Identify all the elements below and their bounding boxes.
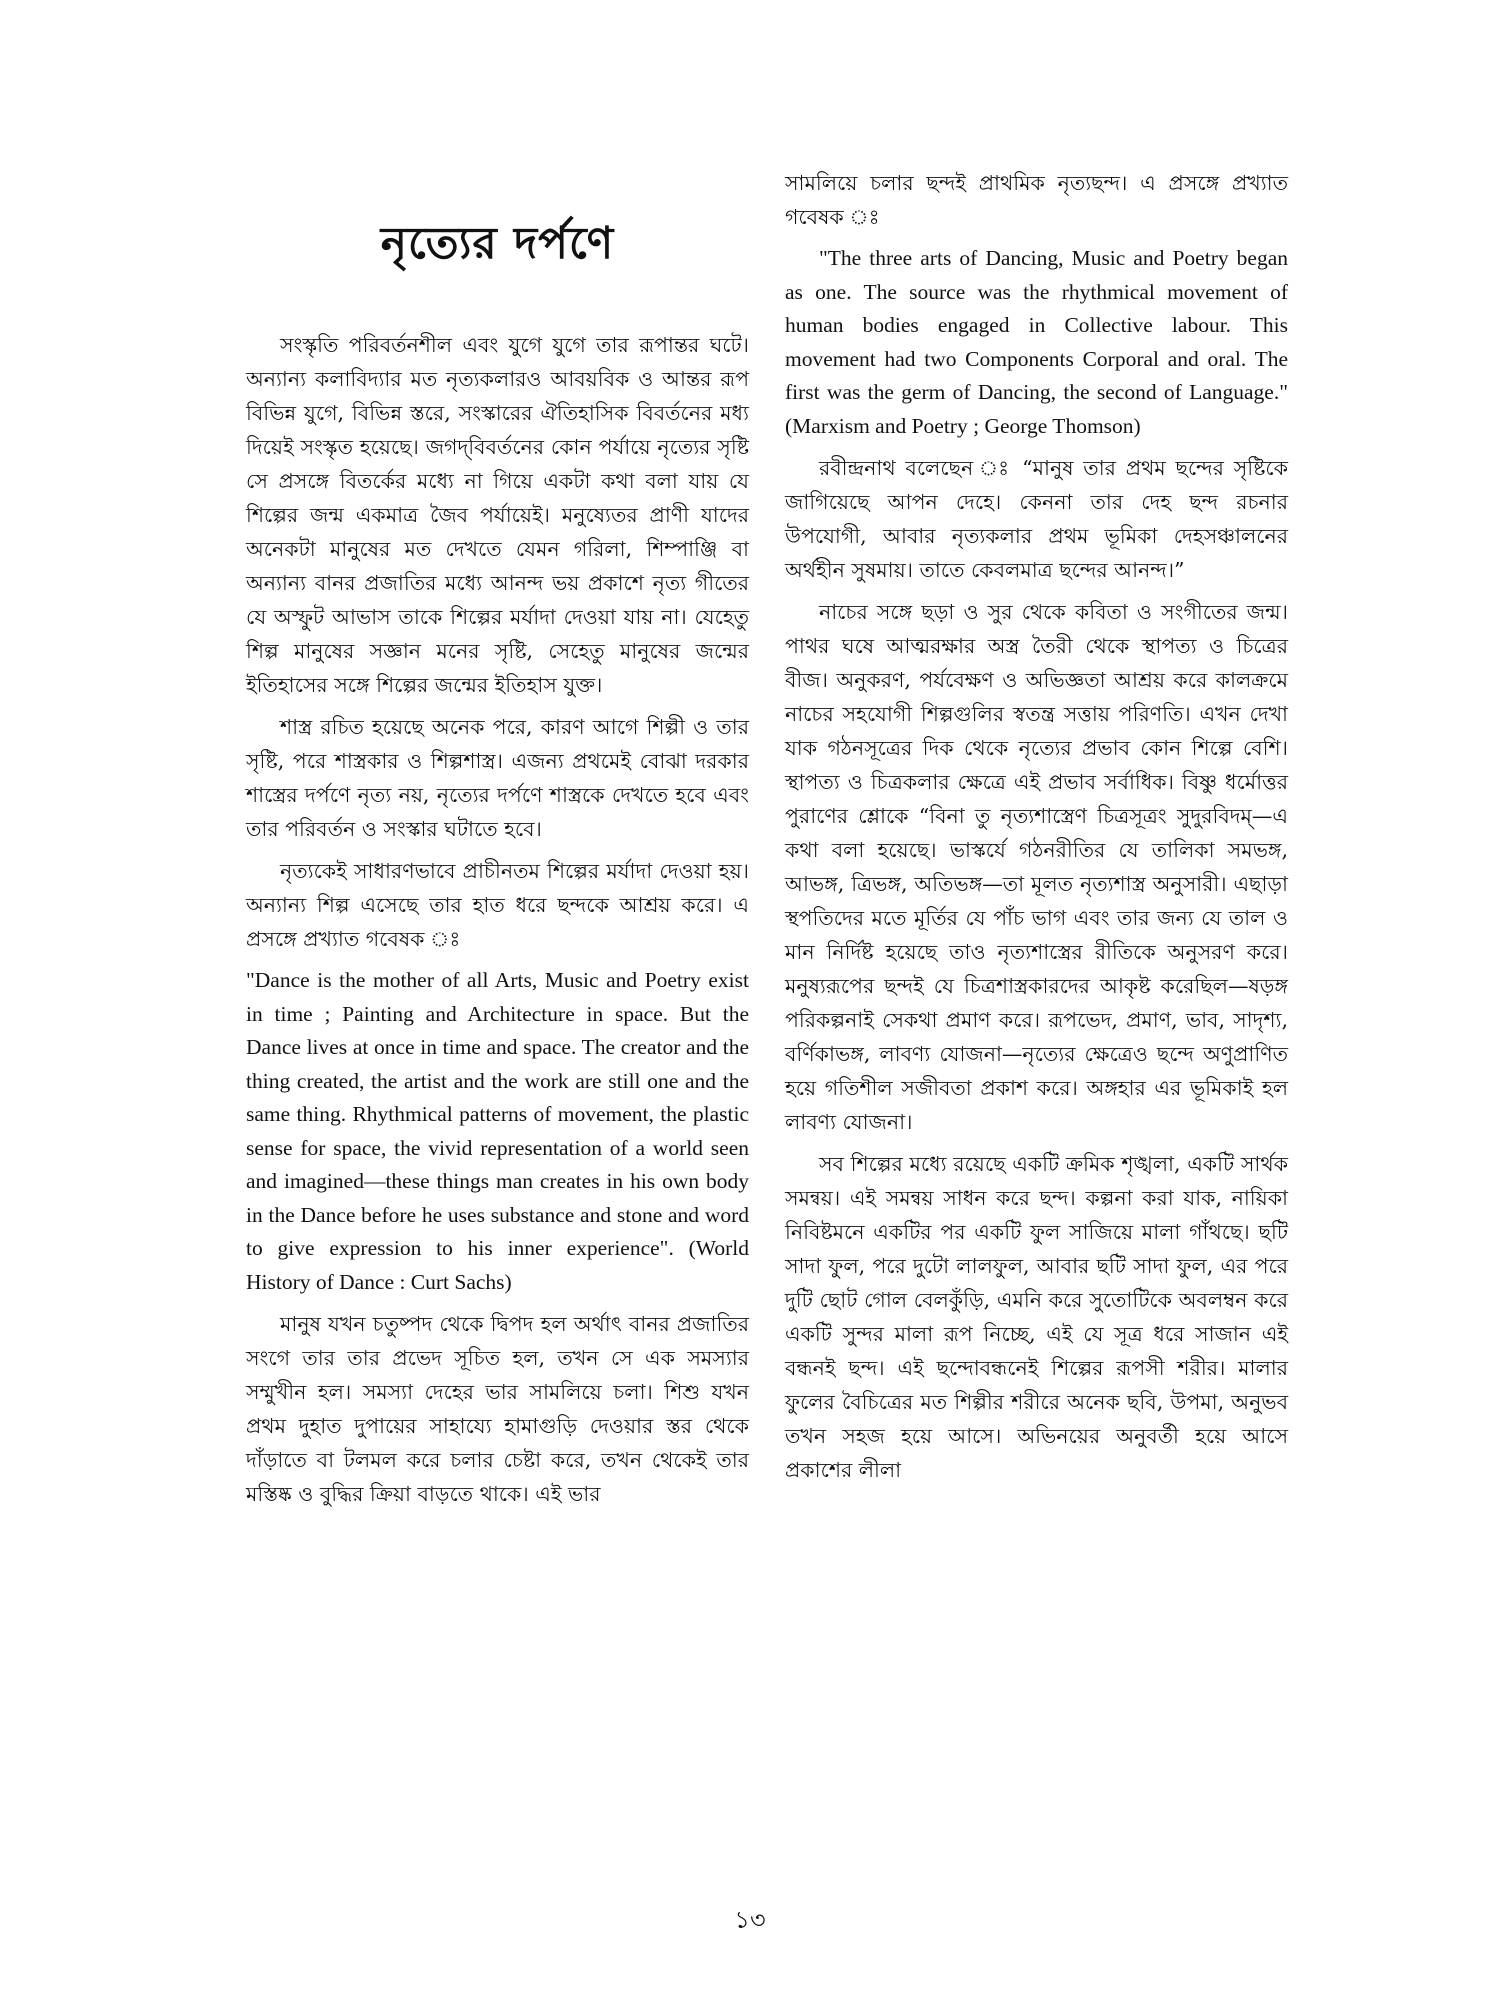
- paragraph: সংস্কৃতি পরিবর্তনশীল এবং যুগে যুগে তার রূপান্তর ঘটে। অন্যান্য কলাবিদ্যার মত নৃত্যকলারও আবয়বিক ও আন্তর রূপ বিভিন্ন যুগে, বিভিন্ন স্তরে, সংস্কারের ঐতিহাসিক বিবর্তনের মধ্য দিয়েই সংস্কৃত হয়েছে। জগদ্‌বিবর্তনের কোন পর্যায়ে নৃত্যের সৃষ্টি সে প্রসঙ্গে বিতর্কের মধ্যে না গিয়ে একটা কথা বলা যায় যে শিল্পের জন্ম একমাত্র জৈব পর্যায়েই। মনুষ্যেতর প্রাণী যাদের অনেকটা মানুষের মত দেখতে যেমন গরিলা, শিম্পাঞ্জি বা অন্যান্য বানর প্রজাতির মধ্যে আনন্দ ভয় প্রকাশে নৃত্য গীতের যে অস্ফুট আভাস তাকে শিল্পের মর্যাদা দেওয়া যায় না। যেহেতু শিল্প মানুষের সজ্ঞান মনের সৃষ্টি, সেহেতু মানুষের জন্মের ইতিহাসের সঙ্গে শিল্পের জন্মের ইতিহাস যুক্ত।: [246, 333, 749, 697]
- paragraph: সামলিয়ে চলার ছন্দই প্রাথমিক নৃত্যছন্দ। এ প্রসঙ্গে প্রখ্যাত গবেষক ঃ: [785, 171, 1288, 229]
- paragraph: মানুষ যখন চতুষ্পদ থেকে দ্বিপদ হল অর্থাৎ বানর প্রজাতির সংগে তার তার প্রভেদ সূচিত হল, তখন সে এক সমস্যার সম্মুখীন হল। সমস্যা দেহের ভার সামলিয়ে চলা। শিশু যখন প্রথম দুহাত দুপায়ের সাহায্যে হামাগুড়ি দেওয়ার স্তর থেকে দাঁড়াতে বা টলমল করে চলার চেষ্টা করে, তখন থেকেই তার মস্তিষ্ক ও বুদ্ধির ক্রিয়া বাড়তে থাকে। এই ভার: [246, 1312, 749, 1506]
- english-quote: "The three arts of Dancing, Music and Poetry began as one. The source was the rhythmical movement of human bodies engaged in Collective labour. This movement had two Components Corporal and oral. The first was the germ of Dancing, the second of Language." (Marxism and Poetry ; George Thomson): [785, 246, 1288, 438]
- paragraph: সব শিল্পের মধ্যে রয়েছে একটি ক্রমিক শৃঙ্খলা, একটি সার্থক সমন্বয়। এই সমন্বয় সাধন করে ছন্দ। কল্পনা করা যাক, নায়িকা নিবিষ্টমনে একটির পর একটি ফুল সাজিয়ে মালা গাঁথছে। ছটি সাদা ফুল, পরে দুটো লালফুল, আবার ছটি সাদা ফুল, এর পরে দুটি ছোট গোল বেলকুঁড়ি, এমনি করে সুতোটিকে অবলম্বন করে একটি সুন্দর মালা রূপ নিচ্ছে, এই যে সূত্র ধরে সাজান এই বন্ধনই ছন্দ। এই ছন্দোবন্ধনেই শিল্পের রূপসী শরীর। মালার ফুলের বৈচিত্রের মত শিল্পীর শরীরে অনেক ছবি, উপমা, অনুভব তখন সহজ হয়ে আসে। অভিনয়ের অনুবর্তী হয়ে আসে প্রকাশের লীলা: [785, 1152, 1288, 1482]
- page-title: নৃত্যের দর্পণে: [380, 218, 615, 269]
- left-column: [246, 328, 749, 1519]
- right-column: [785, 166, 1288, 1495]
- page-number: ১৩: [734, 1906, 766, 1934]
- paragraph: রবীন্দ্রনাথ বলেছেন ঃ “মানুষ তার প্রথম ছন্দের সৃষ্টিকে জাগিয়েছে আপন দেহে। কেননা তার দেহ ছন্দ রচনার উপযোগী, আবার নৃত্যকলার প্রথম ভূমিকা দেহসঞ্চালনের অর্থহীন সুষমায়। তাতে কেবলমাত্র ছন্দের আনন্দ।”: [785, 456, 1288, 582]
- paragraph: শাস্ত্র রচিত হয়েছে অনেক পরে, কারণ আগে শিল্পী ও তার সৃষ্টি, পরে শাস্ত্রকার ও শিল্পশাস্ত্র। এজন্য প্রথমেই বোঝা দরকার শাস্ত্রের দর্পণে নৃত্য নয়, নৃত্যের দর্পণে শাস্ত্রকে দেখতে হবে এবং তার পরিবর্তন ও সংস্কার ঘটাতে হবে।: [246, 715, 749, 841]
- english-quote: "Dance is the mother of all Arts, Music and Poetry exist in time ; Painting and Architecture in space. But the Dance lives at once in time and space. The creator and the thing created, the artist and the work are still one and the same thing. Rhythmical patterns of movement, the plastic sense for space, the vivid representation of a world seen and imagined—these things man creates in his own body in the Dance before he uses substance and stone and word to give expression to his inner experience". (World History of Dance : Curt Sachs): [246, 968, 749, 1294]
- paragraph: নৃত্যকেই সাধারণভাবে প্রাচীনতম শিল্পের মর্যাদা দেওয়া হয়। অন্যান্য শিল্প এসেছে তার হাত ধরে ছন্দকে আশ্রয় করে। এ প্রসঙ্গে প্রখ্যাত গবেষক ঃ: [246, 859, 749, 951]
- paragraph: নাচের সঙ্গে ছড়া ও সুর থেকে কবিতা ও সংগীতের জন্ম। পাথর ঘষে আত্মরক্ষার অস্ত্র তৈরী থেকে স্থাপত্য ও চিত্রের বীজ। অনুকরণ, পর্যবেক্ষণ ও অভিজ্ঞতা আশ্রয় করে কালক্রমে নাচের সহযোগী শিল্পগুলির স্বতন্ত্র সত্তায় পরিণতি। এখন দেখা যাক গঠনসূত্রের দিক থেকে নৃত্যের প্রভাব কোন শিল্পে বেশি। স্থাপত্য ও চিত্রকলার ক্ষেত্রে এই প্রভাব সর্বাধিক। বিষ্ণু ধর্মোত্তর পুরাণের শ্লোকে “বিনা তু নৃত্যশাস্ত্রেণ চিত্রসূত্রং সুদুরবিদম্‌—এ কথা বলা হয়েছে। ভাস্কর্যে গঠনরীতির যে তালিকা সমভঙ্গ, আভঙ্গ, ত্রিভঙ্গ, অতিভঙ্গ—তা মূলত নৃত্যশাস্ত্র অনুসারী। এছাড়া স্থপতিদের মতে মূর্তির যে পাঁচ ভাগ এবং তার জন্য যে তাল ও মান নির্দিষ্ট হয়েছে তাও নৃত্যশাস্ত্রের রীতিকে অনুসরণ করে। মনুষ্যরূপের ছন্দই যে চিত্রশাস্ত্রকারদের আকৃষ্ট করেছিল—ষড়ঙ্গ পরিকল্পনাই সেকথা প্রমাণ করে। রূপভেদ, প্রমাণ, ভাব, সাদৃশ্য, বর্ণিকাভঙ্গ, লাবণ্য যোজনা—নৃত্যের ক্ষেত্রেও ছন্দে অণুপ্রাণিত হয়ে গতিশীল সজীবতা প্রকাশ করে। অঙ্গহার এর ভূমিকাই হল লাবণ্য যোজনা।: [785, 600, 1288, 1134]
